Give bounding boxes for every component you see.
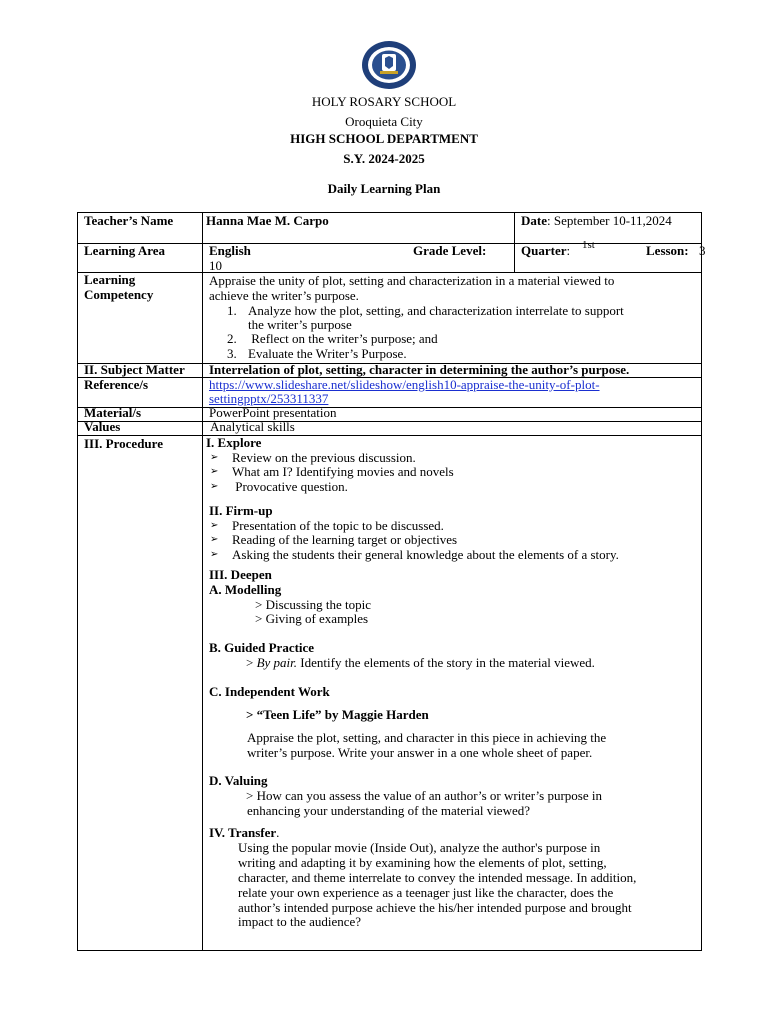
transfer-line: relate your own experience as a teenager just like the character, does the (238, 885, 614, 900)
independent-instruction-line1: Appraise the plot, setting, and character in this piece in achieving the (247, 730, 607, 745)
school-city: Oroquieta City (345, 114, 423, 129)
modelling-item: > Giving of examples (255, 611, 369, 626)
competency-item-text: Analyze how the plot, setting, and characterization interrelate to support (248, 303, 624, 318)
competency-item-text: the writer’s purpose (248, 317, 352, 332)
independent-story-title: > “Teen Life” by Maggie Harden (246, 707, 429, 722)
transfer-heading (209, 825, 279, 840)
materials-label: Material/s (84, 405, 142, 420)
competency-intro-line2: achieve the writer’s purpose. (209, 288, 359, 303)
subject-matter-label: II. Subject Matter (84, 362, 185, 377)
explore-title: I. Explore (206, 435, 262, 450)
bullet-arrow-icon: ➢ (210, 481, 219, 492)
modelling-item: > Discussing the topic (255, 597, 372, 612)
learning-area-value: English (209, 243, 251, 258)
transfer-period: . (276, 825, 280, 840)
values-label: Values (84, 419, 121, 434)
row-divider (78, 407, 701, 408)
guided-italic: By pair. (256, 655, 298, 670)
competency-intro-line1: Appraise the unity of plot, setting and characterization in a material viewed to (209, 273, 615, 288)
materials-value: PowerPoint presentation (209, 405, 337, 420)
lesson-label: Lesson: (646, 243, 689, 258)
transfer-line: character, and theme interrelate to convey the intended message. In addition, (238, 870, 637, 885)
competency-item-text: Reflect on the writer’s purpose; and (248, 331, 438, 346)
transfer-line: author’s intended purpose achieve the his/her intended purpose and brought (238, 900, 632, 915)
learning-area-label: Learning Area (84, 243, 166, 258)
transfer-line: Using the popular movie (Inside Out), analyze the author's purpose in (238, 840, 601, 855)
column-divider (202, 213, 203, 950)
bullet-arrow-icon: ➢ (210, 452, 219, 463)
quarter-field (521, 243, 570, 258)
school-year: S.Y. 2024-2025 (343, 151, 425, 166)
competency-label-line1: Learning (84, 272, 136, 287)
teacher-name-label: Teacher’s Name (84, 213, 174, 228)
procedure-label: III. Procedure (84, 436, 163, 451)
transfer-line: writing and adapting it by examining how the elements of plot, setting, (238, 855, 607, 870)
row-divider (78, 421, 701, 422)
date-value: : September 10-11,2024 (547, 213, 672, 228)
date-field (521, 213, 672, 228)
competency-item-text: Evaluate the Writer’s Purpose. (248, 346, 407, 361)
school-seal-logo (360, 40, 418, 90)
grade-level-label: Grade Level: (413, 243, 487, 258)
subject-matter-value: Interrelation of plot, setting, character in determining the author’s purpose. (209, 362, 630, 377)
firmup-item: Reading of the learning target or objectives (232, 532, 458, 547)
independent-instruction-line2: writer’s purpose. Write your answer in a one whole sheet of paper. (247, 745, 593, 760)
quarter-label: Quarter (521, 243, 567, 258)
transfer-title: IV. Transfer (209, 825, 277, 840)
grade-level-value: 10 (209, 258, 222, 273)
firmup-item: Presentation of the topic to be discussed. (232, 518, 444, 533)
competency-item-number: 3. (227, 346, 237, 361)
valuing-title: D. Valuing (209, 773, 268, 788)
document-title: Daily Learning Plan (327, 181, 441, 196)
bullet-arrow-icon: ➢ (210, 549, 219, 560)
explore-item: What am I? Identifying movies and novels (232, 464, 454, 479)
bullet-arrow-icon: ➢ (210, 520, 219, 531)
valuing-line1: > How can you assess the value of an author’s or writer’s purpose in (246, 788, 602, 803)
firmup-title: II. Firm-up (209, 503, 273, 518)
bullet-arrow-icon: ➢ (210, 534, 219, 545)
guided-practice-text (246, 655, 595, 670)
firmup-item: Asking the students their general knowledge about the elements of a story. (232, 547, 619, 562)
date-label: Date (521, 213, 547, 228)
lesson-value: 3 (699, 243, 706, 258)
quarter-value: 1st (582, 239, 595, 251)
guided-practice-title: B. Guided Practice (209, 640, 315, 655)
valuing-line2: enhancing your understanding of the material viewed? (247, 803, 531, 818)
explore-item: Provocative question. (232, 479, 348, 494)
deepen-title: III. Deepen (209, 567, 272, 582)
explore-item: Review on the previous discussion. (232, 450, 416, 465)
competency-label-line2: Competency (84, 287, 154, 302)
competency-item-number: 1. (227, 303, 237, 318)
independent-work-title: C. Independent Work (209, 684, 330, 699)
row-divider (78, 435, 701, 436)
department-title: HIGH SCHOOL DEPARTMENT (290, 131, 478, 146)
column-divider (514, 213, 515, 272)
row-divider (78, 243, 701, 244)
competency-item-number: 2. (227, 331, 237, 346)
modelling-title: A. Modelling (209, 582, 282, 597)
reference-link-line1[interactable]: https://www.slideshare.net/slideshow/english10-appraise-the-unity-of-plot- (209, 377, 600, 392)
school-name: HOLY ROSARY SCHOOL (311, 94, 457, 109)
bullet-arrow-icon: ➢ (210, 466, 219, 477)
reference-label: Reference/s (84, 377, 149, 392)
values-value: Analytical skills (210, 419, 295, 434)
reference-link-line2[interactable]: settingpptx/253311337 (209, 391, 329, 406)
guided-rest: Identify the elements of the story in the material viewed. (297, 655, 595, 670)
transfer-line: impact to the audience? (238, 914, 362, 929)
teacher-name-value: Hanna Mae M. Carpo (206, 213, 329, 228)
guided-prefix: > (246, 655, 257, 670)
quarter-colon: : (566, 243, 571, 258)
